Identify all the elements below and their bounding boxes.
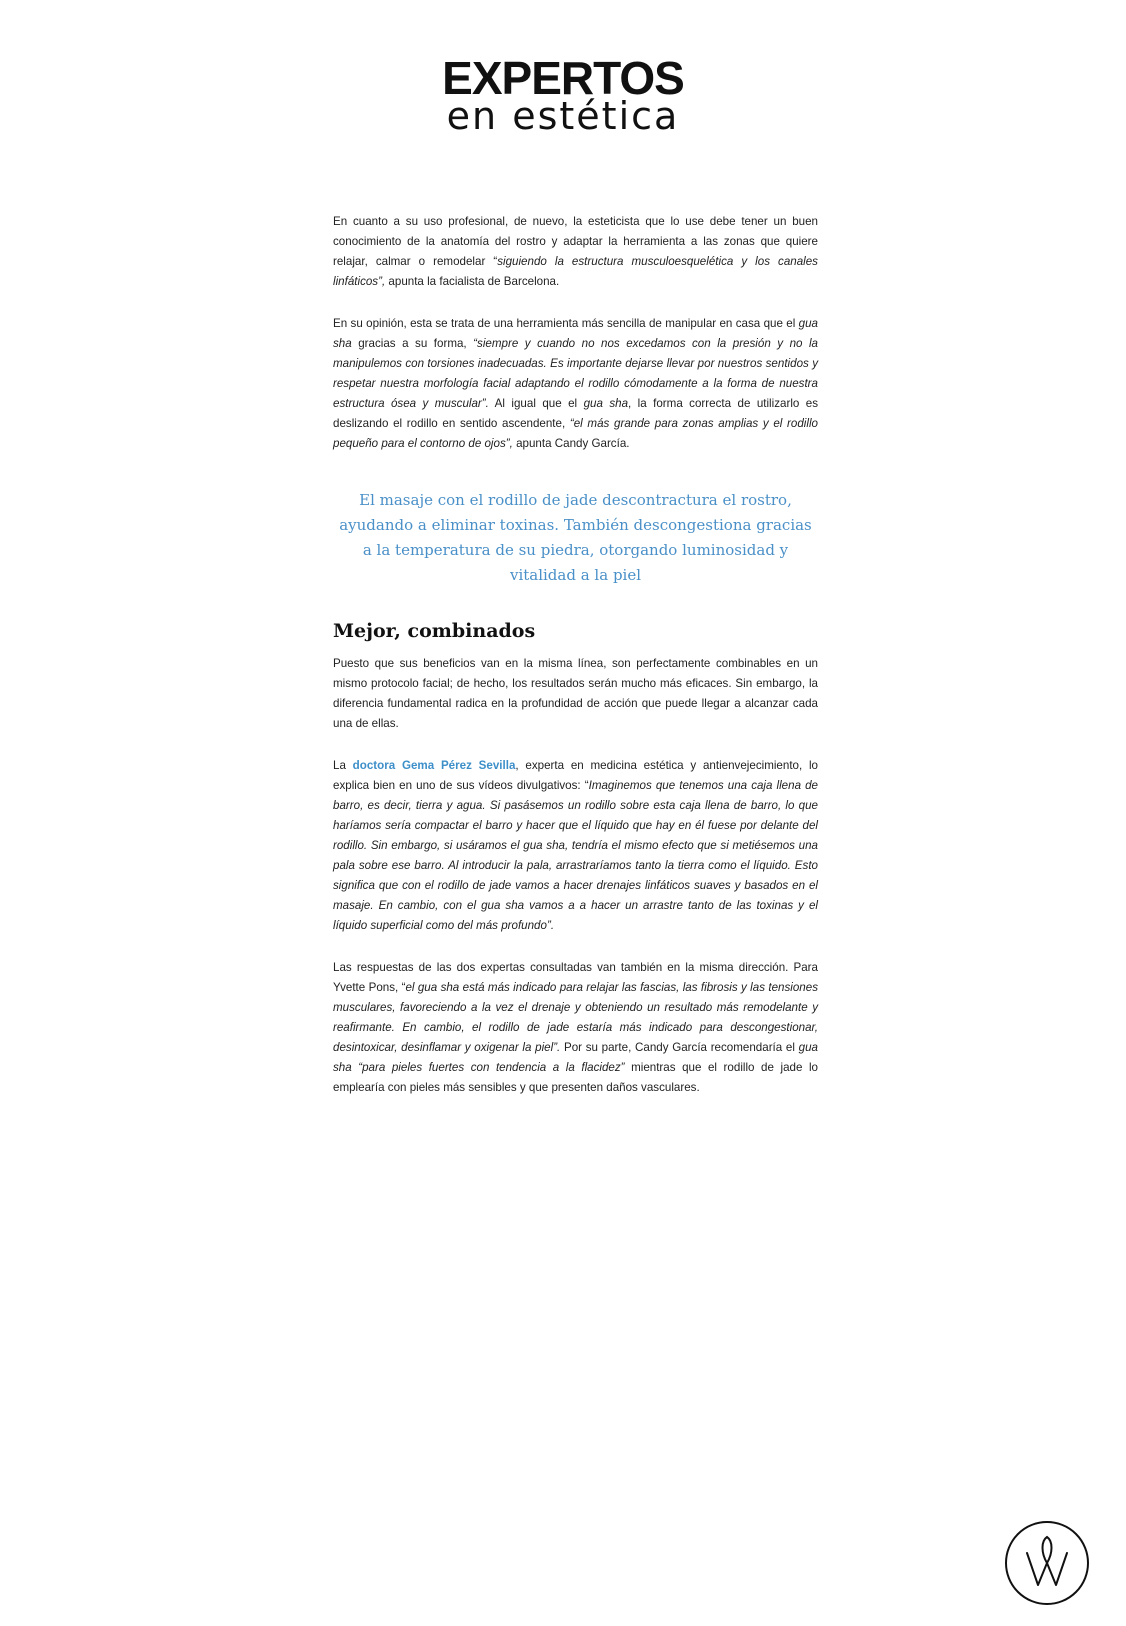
brand-logo [0, 52, 1126, 138]
italic-term: gua sha [583, 397, 629, 410]
section-heading: Mejor, combinados [333, 620, 536, 642]
text-run: Por su parte, Candy García recomendaría el [560, 1041, 799, 1054]
text-run: Al igual que el [488, 397, 584, 410]
italic-quote: el gua sha está más indicado para relajar las fascias, las fibrosis y las tensiones musculares, favoreciendo a la vez el drenaje y obteniendo un resultado más remodelante y reafirmante. En cambio, el rodillo de jade estaría más indicado para descongestionar, desintoxicar, desinflamar y oxigenar la piel”. [333, 981, 818, 1054]
text-run: Las respuestas de las dos expertas consultadas van también en la misma dirección. Para Yvette Pons, “ [333, 961, 818, 994]
italic-quote: “el más grande para zonas amplias y el rodillo pequeño para el contorno de ojos”, [333, 417, 818, 450]
italic-quote: “siempre y cuando no nos excedamos con la presión y no la manipulemos con torsiones inadecuadas. Es importante dejarse llevar por nuestros sentidos y respetar nuestra morfología facial adaptando el rodillo cómodamente a la forma de nuestra estructura ósea y muscular”. [333, 337, 819, 410]
text-run: apunta la facialista de Barcelona. [385, 275, 560, 288]
logo-subtitle: en estética [446, 94, 680, 138]
pull-quote: El masaje con el rodillo de jade descontractura el rostro, ayudando a eliminar toxinas. También descongestiona gracias a la temperatura de su piedra, otorgando luminosidad y vitalidad a la piel [339, 491, 812, 584]
paragraph-4 [333, 756, 818, 936]
paragraph-5 [333, 958, 818, 1098]
text-run: , la forma correcta de utilizarlo es deslizando el rodillo en sentido ascendente, [333, 397, 819, 430]
text-run: gracias a su forma, [351, 337, 474, 350]
logo-title: EXPERTOS [442, 52, 684, 104]
paragraph-1 [333, 212, 818, 292]
article-body [333, 212, 818, 1120]
text-run: , experta en medicina estética y antienvejecimiento, lo explica bien en uno de sus vídeos divulgativos: “ [333, 759, 819, 792]
italic-quote: Imaginemos que tenemos una caja llena de barro, es decir, tierra y agua. Si pasásemos un rodillo sobre esta caja llena de barro, lo que haríamos sería compactar el barro y hacer que el líquido que hay en él fuese por delante del rodillo. Sin embargo, si usáramos el gua sha, tendría el mismo efecto que si metiésemos una pala sobre ese barro. Al introducir la pala, arrastraríamos tanto la tierra como el líquido. Esto significa que con el rodillo de jade vamos a hacer drenajes linfáticos suaves y basados en el masaje. En cambio, con el gua sha vamos a a hacer un arrastre tanto de las toxinas y el líquido superficial como del más profundo”. [333, 779, 818, 932]
text-run: En cuanto a su uso profesional, de nuevo, la esteticista que lo use debe tener un buen conocimiento de la anatomía del rostro y adaptar la herramienta a las zonas que quiere relajar, calmar o remodelar “ [333, 215, 818, 268]
italic-quote: siguiendo la estructura musculoesquelética y los canales linfáticos”, [333, 255, 818, 288]
doctor-link[interactable]: doctora Gema Pérez Sevilla [352, 759, 516, 772]
text-run: mientras que el rodillo de jade lo emplearía con pieles más sensibles y que presenten daños vasculares. [333, 1061, 818, 1094]
text-run: apunta Candy García. [512, 437, 630, 450]
paragraph-3: Puesto que sus beneficios van en la misma línea, son perfectamente combinables en un mismo protocolo facial; de hecho, los resultados serán mucho más eficaces. Sin embargo, la diferencia fundamental radica en la profundidad de acción que puede llegar a alcanzar cada una de ellas. [333, 657, 818, 730]
italic-term: gua sha [333, 317, 818, 350]
italic-quote: gua sha “para pieles fuertes con tendencia a la flacidez” [333, 1041, 818, 1074]
w-circle-logo-icon [1003, 1519, 1091, 1607]
paragraph-2 [333, 314, 818, 454]
text-run: En su opinión, esta se trata de una herramienta más sencilla de manipular en casa que el [333, 317, 799, 330]
text-run: La [333, 759, 353, 772]
